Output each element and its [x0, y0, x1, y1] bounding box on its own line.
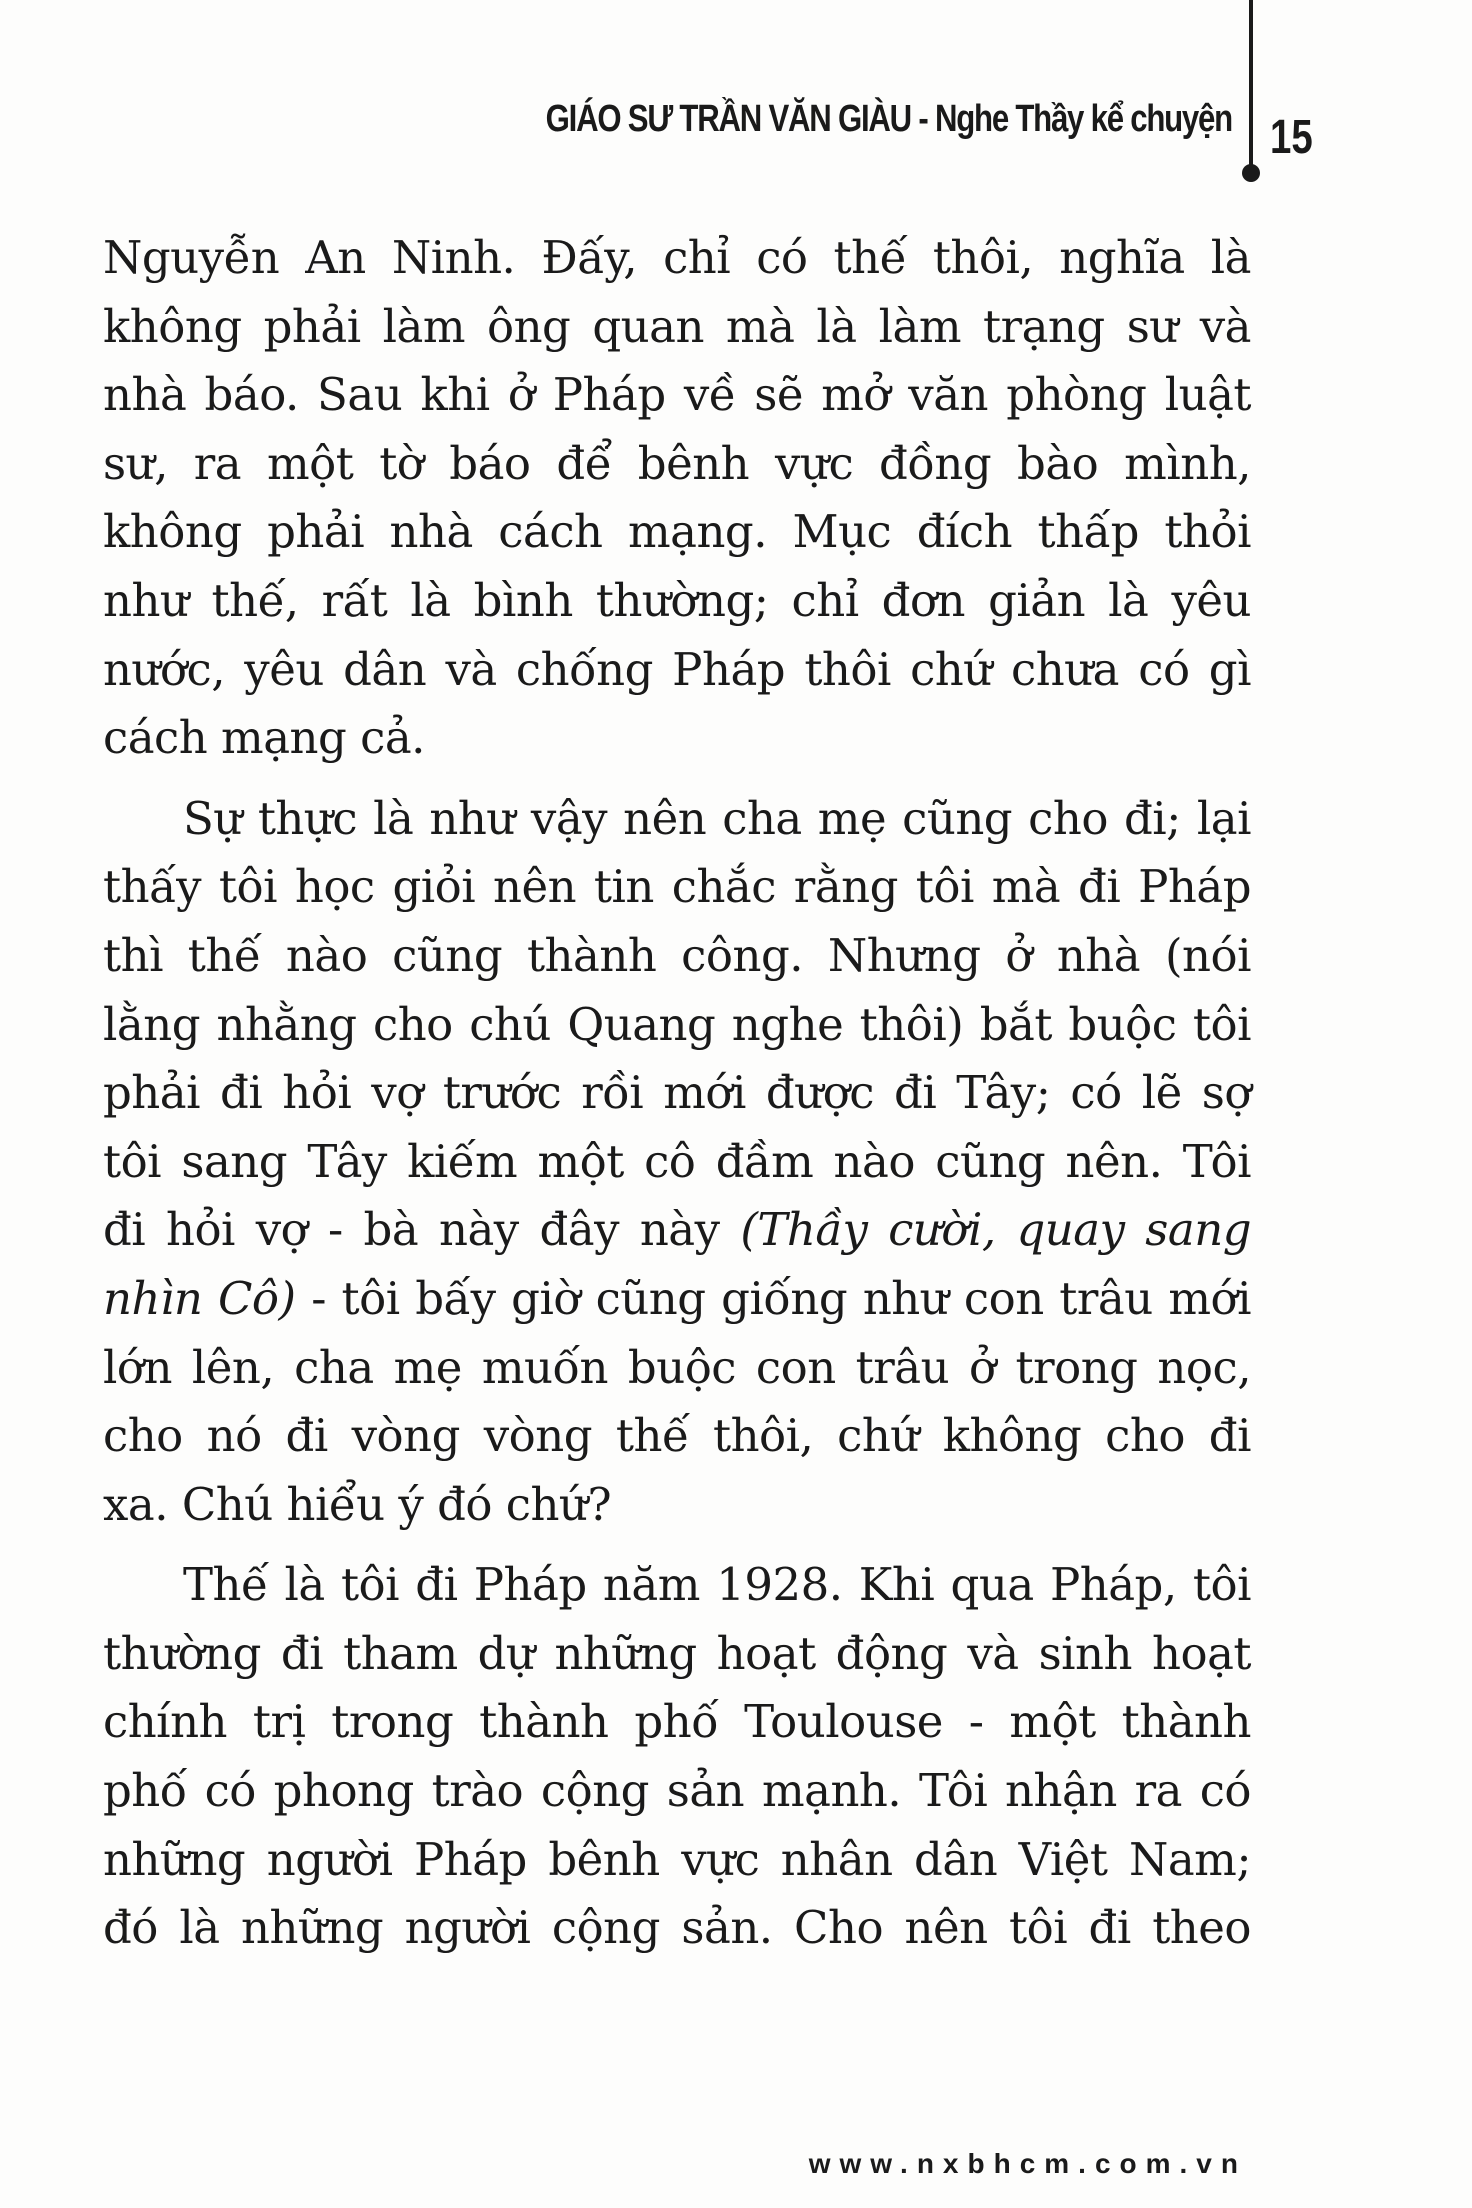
text-line: thì thế nào cũng thành công. Nhưng ở nhà (nói [103, 928, 1251, 982]
text-line: phố có phong trào cộng sản mạnh. Tôi nhận ra có [103, 1764, 1251, 1818]
italic-stage-direction: (Thầy cười, quay sang [740, 1203, 1251, 1257]
text-line: lằng nhằng cho chú Quang nghe thôi) bắt buộc tôi [103, 997, 1251, 1051]
text-line: cho nó đi vòng vòng thế thôi, chứ không cho đi [103, 1409, 1251, 1463]
header-vertical-rule [1249, 0, 1253, 172]
paragraph-2 [103, 785, 1251, 1540]
text-line: tôi sang Tây kiếm một cô đầm nào cũng nên. Tôi [103, 1134, 1251, 1188]
text-line: phải đi hỏi vợ trước rồi mới được đi Tây; có lẽ sợ [103, 1066, 1251, 1120]
text-line: cách mạng cả. [103, 711, 425, 765]
running-header-title: GIÁO SƯ TRẦN VĂN GIÀU - Nghe Thầy kể chuyện [545, 98, 1232, 140]
page-number: 15 [1270, 111, 1313, 164]
text-line: lớn lên, cha mẹ muốn buộc con trâu ở trong nọc, [103, 1340, 1251, 1394]
text-line: như thế, rất là bình thường; chỉ đơn giản là yêu [103, 573, 1251, 627]
text-line: đó là những người cộng sản. Cho nên tôi đi theo [103, 1901, 1251, 1955]
text-line: nước, yêu dân và chống Pháp thôi chứ chưa có gì [103, 642, 1251, 696]
body-text [103, 224, 1251, 1963]
text-line: thấy tôi học giỏi nên tin chắc rằng tôi mà đi Pháp [103, 860, 1251, 914]
text-line: Thế là tôi đi Pháp năm 1928. Khi qua Pháp, tôi [183, 1558, 1251, 1612]
text-fragment: - tôi bấy giờ cũng giống như con trâu mới [295, 1271, 1251, 1325]
publisher-url: www.nxbhcm.com.vn [808, 2148, 1247, 2179]
paragraph-1 [103, 224, 1251, 773]
text-line-with-italic [103, 1196, 1251, 1265]
text-line-with-italic [103, 1265, 1251, 1334]
text-line: xa. Chú hiểu ý đó chứ? [103, 1477, 612, 1531]
text-line: những người Pháp bênh vực nhân dân Việt Nam; [103, 1832, 1251, 1886]
paragraph-3 [103, 1551, 1251, 1963]
italic-stage-direction: nhìn Cô) [103, 1271, 296, 1325]
text-fragment: đi hỏi vợ - bà này đây này [103, 1203, 741, 1257]
text-line: Nguyễn An Ninh. Đấy, chỉ có thế thôi, nghĩa là [103, 231, 1251, 284]
text-line: Sự thực là như vậy nên cha mẹ cũng cho đi; lại [183, 791, 1251, 845]
text-line: không phải làm ông quan mà là làm trạng sư và [103, 299, 1251, 353]
text-line: sư, ra một tờ báo để bênh vực đồng bào mình, [103, 436, 1251, 490]
text-line: thường đi tham dự những hoạt động và sinh hoạt [103, 1626, 1251, 1680]
header-rule-dot [1242, 164, 1260, 182]
text-line: không phải nhà cách mạng. Mục đích thấp thỏi [103, 505, 1251, 559]
text-line: nhà báo. Sau khi ở Pháp về sẽ mở văn phòng luật [103, 368, 1251, 422]
text-line: chính trị trong thành phố Toulouse - một thành [103, 1695, 1251, 1749]
